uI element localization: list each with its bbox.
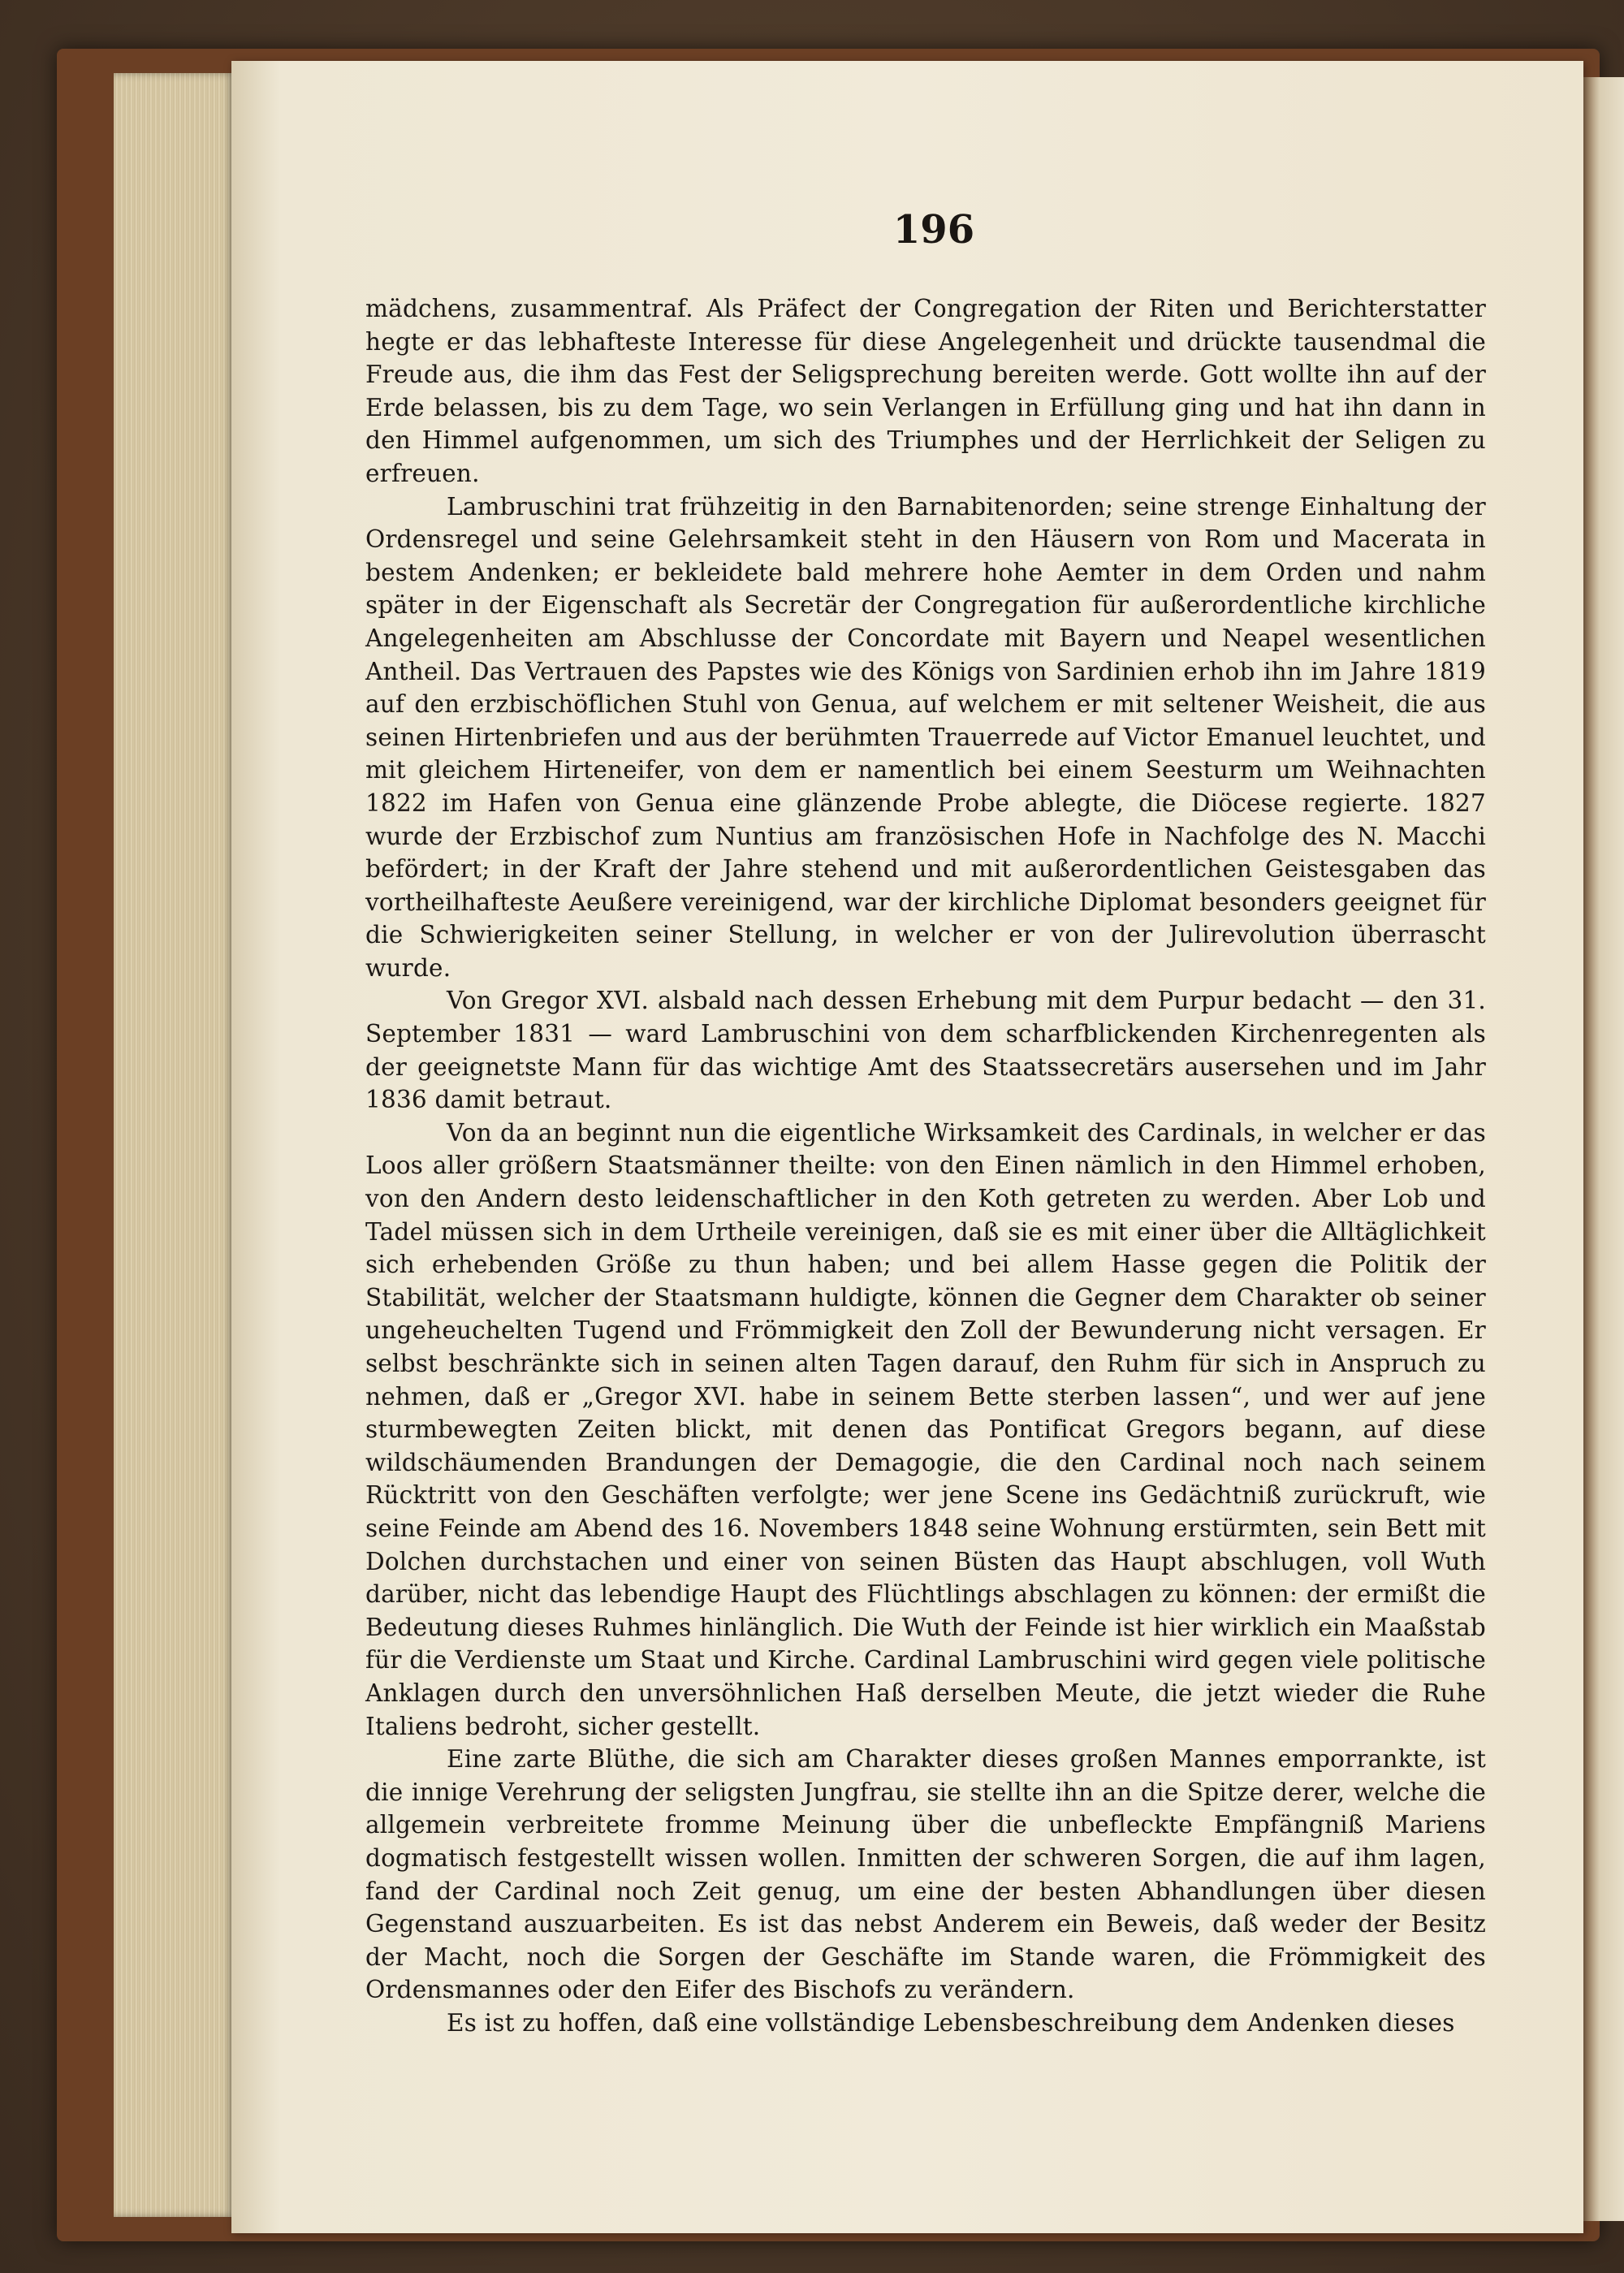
paragraph: Von Gregor XVI. alsbald nach dessen Erhebung mit dem Purpur bedacht — den 31. September 1831 — ward Lambruschini von dem scharfblickenden Kirchenregenten als der geeignetste Mann für das wichtige Amt des Staatssecretärs ausersehen und im Jahr 1836 damit betraut.	[365, 987, 1486, 1114]
page-number: 196	[892, 207, 975, 253]
paragraph: Lambruschini trat frühzeitig in den Barnabitenorden; seine strenge Einhaltung der Ordensregel und seine Gelehrsamkeit steht in den Häusern von Rom und Macerata in bestem Andenken; er bekleidete bald mehrere hohe Aemter in dem Orden und nahm später in der Eigenschaft als Secretär der Congregation für außerordentliche kirchliche Angelegenheiten am Abschlusse der Concordate mit Bayern und Neapel wesentlichen Antheil. Das Vertrauen des Papstes wie des Königs von Sardinien erhob ihn im Jahre 1819 auf den erzbischöflichen Stuhl von Genua, auf welchem er mit seltener Weisheit, die aus seinen Hirtenbriefen und aus der berühmten Trauerrede auf Victor Emanuel leuchtet, und mit gleichem Hirteneifer, von dem er namentlich bei einem Seesturm um Weihnachten 1822 im Hafen von Genua eine glänzende Probe ablegte, die Diöcese regierte. 1827 wurde der Erzbischof zum Nuntius am französischen Hofe in Nachfolge des N. Macchi befördert; in der Kraft der Jahre stehend und mit außerordentlichen Geistesgaben das vortheilhafteste Aeußere vereinigend, war der kirchliche Diplomat besonders geeignet für die Schwierigkeiten seiner Stellung, in welcher er von der Julirevolution überrascht wurde.	[365, 492, 1486, 982]
facing-page-edge	[1583, 77, 1624, 2221]
paragraph: Es ist zu hoffen, daß eine vollständige Lebensbeschreibung dem Andenken dieses	[447, 2008, 1455, 2037]
paragraph: Eine zarte Blüthe, die sich am Charakter dieses großen Mannes emporrankte, ist die innige Verehrung der seligsten Jungfrau, sie stellte ihn an die Spitze derer, welche die allgemein verbreitete fromme Meinung über die unbefleckte Empfängniß Mariens dogmatisch festgestellt wissen wollen. Inmitten der schweren Sorgen, die auf ihm lagen, fand der Cardinal noch Zeit genug, um eine der besten Abhandlungen über diesen Gegenstand auszuarbeiten. Es ist das nebst Anderem ein Beweis, daß weder der Besitz der Macht, noch die Sorgen der Geschäfte im Stande waren, die Frömmigkeit des Ordensmannes oder den Eifer des Bischofs zu verändern.	[365, 1745, 1486, 2004]
paragraph: mädchens, zusammentraf. Als Präfect der Congregation der Riten und Berichterstatter hegte er das lebhafteste Interesse für diese Angelegenheit und drückte tausendmal die Freude aus, die ihm das Fest der Seligsprechung bereiten werde. Gott wollte ihn auf der Erde belassen, bis zu dem Tage, wo sein Verlangen in Erfüllung ging und hat ihn dann in den Himmel aufgenommen, um sich des Triumphes und der Herrlichkeit der Seligen zu erfreuen.	[365, 295, 1486, 487]
page-body	[365, 292, 1486, 2039]
page-edges	[114, 73, 235, 2217]
paragraph: Von da an beginnt nun die eigentliche Wirksamkeit des Cardinals, in welcher er das Loos aller größern Staatsmänner theilte: von den Einen nämlich in den Himmel erhoben, von den Andern desto leidenschaftlicher in den Koth getreten zu werden. Aber Lob und Tadel müssen sich in dem Urtheile vereinigen, daß sie es mit einer über die Alltäglichkeit sich erhebenden Größe zu thun haben; und bei allem Hasse gegen die Politik der Stabilität, welcher der Staatsmann huldigte, können die Gegner dem Charakter ob seiner ungeheuchelten Tugend und Frömmigkeit den Zoll der Bewunderung nicht versagen. Er selbst beschränkte sich in seinen alten Tagen darauf, den Ruhm für sich in Anspruch zu nehmen, daß er „Gregor XVI. habe in seinem Bette sterben lassen“, und wer auf jene sturmbewegten Zeiten blickt, mit denen das Pontificat Gregors begann, auf diese wildschäumenden Brandungen der Demagogie, die den Cardinal noch nach seinem Rücktritt von den Geschäften verfolgte; wer jene Scene ins Gedächtniß zurückruft, wie seine Feinde am Abend des 16. Novembers 1848 seine Wohnung erstürmten, sein Bett mit Dolchen durchstachen und einer von seinen Büsten das Haupt abschlugen, voll Wuth darüber, nicht das lebendige Haupt des Flüchtlings abschlagen zu können: der ermißt die Bedeutung dieses Ruhmes hinlänglich. Die Wuth der Feinde ist hier wirklich ein Maaßstab für die Verdienste um Staat und Kirche. Cardinal Lambruschini wird gegen viele politische Anklagen durch den unversöhnlichen Haß derselben Meute, die jetzt wieder die Ruhe Italiens bedroht, sicher gestellt.	[365, 1118, 1486, 1740]
